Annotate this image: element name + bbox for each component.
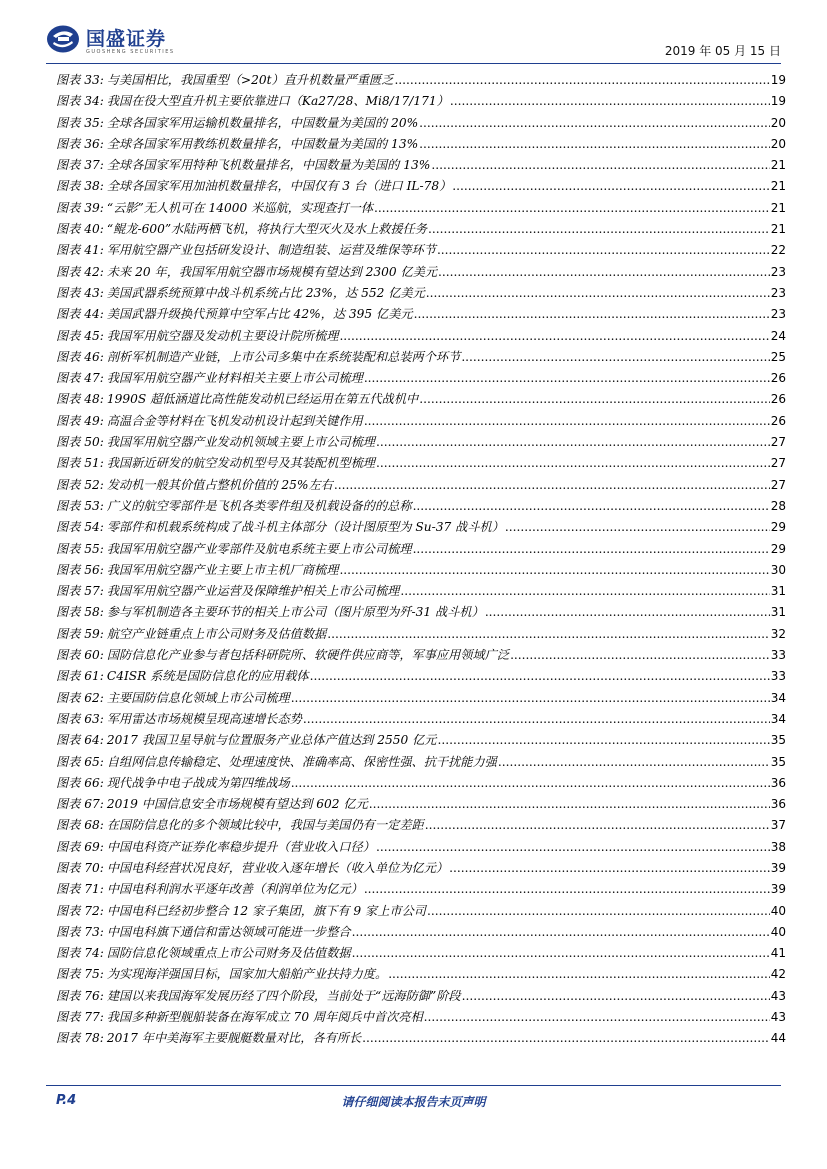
toc-entry[interactable]: [56, 539, 786, 560]
toc-entry-label: 图表 43:: [56, 285, 104, 300]
toc-entry[interactable]: [56, 773, 786, 794]
toc-entry[interactable]: [56, 709, 786, 730]
toc-entry-page: 38: [770, 839, 786, 854]
toc-entry-label: 图表 55:: [56, 541, 104, 556]
toc-entry-title: 国防信息化领域重点上市公司财务及估值数据: [106, 946, 351, 961]
toc-entry-label: 图表 37:: [56, 158, 104, 173]
toc-entry-page: 31: [770, 584, 786, 599]
toc-entry-page: 40: [770, 903, 786, 918]
toc-entry[interactable]: [56, 986, 786, 1007]
toc-entry-page: 25: [770, 349, 786, 364]
toc-entry-title: 我国军用航空器产业零部件及航电系统主要上市公司梳理: [106, 541, 412, 556]
toc-leader-dots: [339, 560, 769, 581]
toc-leader-dots: [352, 922, 770, 943]
toc-entry-page: 21: [770, 158, 786, 173]
toc-leader-dots: [374, 198, 770, 219]
toc-entry-label: 图表 77:: [56, 1010, 104, 1025]
toc-entry[interactable]: [56, 837, 786, 858]
toc-entry-page: 44: [770, 1031, 786, 1046]
toc-entry-page: 31: [770, 605, 786, 620]
toc-entry-title: 中国电科已经初步整合 12 家子集团，旗下有 9 家上市公司: [106, 903, 426, 918]
toc-entry-label: 图表 51:: [56, 456, 104, 471]
toc-entry-page: 28: [770, 498, 786, 513]
toc-entry-title: 我国军用航空器及发动机主要设计院所梳理: [106, 328, 339, 343]
toc-leader-dots: [291, 688, 770, 709]
toc-entry-title: “鲲龙-600”水陆两栖飞机，将执行大型灭火及水上救援任务: [106, 222, 428, 237]
toc-entry[interactable]: [56, 176, 786, 197]
toc-entry-label: 图表 35:: [56, 115, 104, 130]
report-date: 2019 年 05 月 15 日: [664, 44, 781, 58]
toc-entry-page: 39: [770, 860, 786, 875]
toc-leader-dots: [510, 645, 770, 666]
toc-entry-title: 国防信息化产业参与者包括科研院所、软硬件供应商等，军事应用领域广泛: [106, 648, 510, 663]
toc-entry-title: 为实现海洋强国目标，国家加大船舶产业扶持力度。: [106, 967, 388, 982]
toc-entry[interactable]: [56, 411, 786, 432]
toc-leader-dots: [362, 1028, 770, 1049]
toc-leader-dots: [376, 837, 770, 858]
toc-entry-page: 42: [770, 967, 786, 982]
toc-leader-dots: [388, 964, 770, 985]
toc-entry-title: 广义的航空零部件是飞机各类零件组及机载设备的的总称: [106, 498, 412, 513]
toc-entry-title: 航空产业链重点上市公司财务及估值数据: [106, 626, 327, 641]
toc-leader-dots: [427, 901, 770, 922]
toc-entry-title: 美国武器升级换代预算中空军占比 42%，达 395 亿美元: [106, 307, 413, 322]
toc-entry[interactable]: [56, 794, 786, 815]
toc-leader-dots: [352, 943, 770, 964]
toc-leader-dots: [334, 475, 770, 496]
toc-entry-label: 图表 33:: [56, 73, 104, 87]
toc-entry-label: 图表 49:: [56, 413, 104, 428]
toc-entry-page: 21: [770, 222, 786, 237]
toc-entry[interactable]: [56, 645, 786, 666]
toc-entry-page: 43: [770, 1010, 786, 1025]
toc-leader-dots: [425, 815, 770, 836]
toc-entry[interactable]: [56, 1007, 786, 1028]
toc-entry-label: 图表 61:: [56, 669, 104, 684]
toc-entry-page: 34: [770, 711, 786, 726]
toc-leader-dots: [428, 219, 770, 240]
toc-entry-label: 图表 78:: [56, 1031, 104, 1046]
toc-entry[interactable]: [56, 688, 786, 709]
toc-entry-title: 中国电科资产证券化率稳步提升（营业收入口径）: [106, 839, 375, 854]
toc-entry[interactable]: [56, 113, 786, 134]
toc-entry-title: C4ISR 系统是国防信息化的应用载体: [106, 669, 309, 684]
toc-entry-title: 我国军用航空器产业材料相关主要上市公司梳理: [106, 371, 363, 386]
toc-leader-dots: [339, 326, 769, 347]
toc-entry[interactable]: [56, 964, 786, 985]
toc-entry[interactable]: [56, 70, 786, 91]
toc-entry-page: 20: [770, 115, 786, 130]
toc-leader-dots: [413, 539, 770, 560]
toc-leader-dots: [505, 517, 770, 538]
toc-entry-label: 图表 56:: [56, 562, 104, 577]
toc-entry-page: 20: [770, 136, 786, 151]
toc-leader-dots: [364, 879, 770, 900]
toc-entry-label: 图表 68:: [56, 818, 104, 833]
toc-entry-label: 图表 50:: [56, 435, 104, 450]
toc-leader-dots: [413, 496, 770, 517]
toc-leader-dots: [369, 794, 770, 815]
toc-entry-label: 图表 60:: [56, 648, 104, 663]
toc-entry-label: 图表 67:: [56, 797, 104, 812]
toc-entry[interactable]: [56, 602, 786, 623]
toc-leader-dots: [498, 752, 770, 773]
toc-entry-label: 图表 53:: [56, 498, 104, 513]
toc-entry-title: 我国新近研发的航空发动机型号及其装配机型梳理: [106, 456, 375, 471]
toc-leader-dots: [426, 283, 770, 304]
toc-entry-page: 36: [770, 775, 786, 790]
toc-entry-title: “云影”无人机可在 14000 米巡航，实现查打一体: [106, 200, 374, 215]
toc-entry[interactable]: [56, 581, 786, 602]
toc-entry-page: 23: [770, 285, 786, 300]
page-number: P.4: [56, 1093, 77, 1108]
toc-entry-label: 图表 57:: [56, 584, 104, 599]
toc-entry-title: 自组网信息传输稳定、处理速度快、准确率高、保密性强、抗干扰能力强: [106, 754, 497, 769]
toc-entry[interactable]: [56, 368, 786, 389]
toc-entry-title: 全球各国家军用加油机数量排名，中国仅有 3 台（进口 IL-78）: [106, 179, 452, 194]
toc-leader-dots: [431, 155, 769, 176]
toc-entry-title: 军用雷达市场规模呈现高速增长态势: [106, 711, 302, 726]
toc-entry[interactable]: [56, 943, 786, 964]
toc-entry-page: 29: [770, 541, 786, 556]
toc-entry-title: 剖析军机制造产业链，上市公司多集中在系统装配和总装两个环节: [106, 349, 461, 364]
toc-leader-dots: [291, 773, 770, 794]
toc-entry[interactable]: [56, 432, 786, 453]
toc-entry-page: 26: [770, 413, 786, 428]
toc-entry-page: 26: [770, 371, 786, 386]
toc-entry-page: 27: [770, 435, 786, 450]
toc-entry-label: 图表 34:: [56, 94, 104, 109]
toc-entry[interactable]: [56, 858, 786, 879]
toc-entry-label: 图表 38:: [56, 179, 104, 194]
toc-entry-label: 图表 46:: [56, 349, 104, 364]
company-name-en: GUOSHENG SECURITIES: [86, 49, 175, 55]
toc-leader-dots: [400, 581, 769, 602]
toc-leader-dots: [414, 304, 770, 325]
toc-entry-title: 我国军用航空器产业主要上市主机厂商梳理: [106, 562, 339, 577]
toc-entry-label: 图表 74:: [56, 946, 104, 961]
toc-entry-title: 全球各国家军用运输机数量排名，中国数量为美国的 20%: [106, 115, 419, 130]
page-header: [46, 22, 781, 62]
toc-entry-label: 图表 52:: [56, 477, 104, 492]
toc-entry-title: 全球各国家军用特种飞机数量排名，中国数量为美国的 13%: [106, 158, 431, 173]
toc-entry-label: 图表 58:: [56, 605, 104, 620]
toc-leader-dots: [485, 602, 770, 623]
toc-entry-title: 我国军用航空器产业发动机领域主要上市公司梳理: [106, 435, 375, 450]
toc-entry-label: 图表 72:: [56, 903, 104, 918]
toc-entry[interactable]: [56, 666, 786, 687]
toc-entry[interactable]: [56, 198, 786, 219]
toc-entry-page: 37: [770, 818, 786, 833]
toc-leader-dots: [310, 666, 770, 687]
toc-entry[interactable]: [56, 879, 786, 900]
toc-entry[interactable]: [56, 91, 786, 112]
toc-entry-page: 23: [770, 264, 786, 279]
toc-entry-label: 图表 62:: [56, 690, 104, 705]
toc-entry[interactable]: [56, 219, 786, 240]
toc-entry-page: 40: [770, 924, 786, 939]
toc-entry[interactable]: [56, 453, 786, 474]
toc-entry-label: 图表 47:: [56, 371, 104, 386]
toc-entry-label: 图表 70:: [56, 860, 104, 875]
toc-entry-page: 19: [770, 73, 786, 87]
toc-entry-label: 图表 69:: [56, 839, 104, 854]
toc-entry-page: 21: [770, 179, 786, 194]
toc-leader-dots: [327, 624, 769, 645]
toc-entry-page: 29: [770, 520, 786, 535]
toc-entry-page: 23: [770, 307, 786, 322]
toc-leader-dots: [437, 730, 769, 751]
toc-entry-title: 我国军用航空器产业运营及保障维护相关上市公司梳理: [106, 584, 400, 599]
toc-entry-title: 军用航空器产业包括研发设计、制造组装、运营及维保等环节: [106, 243, 436, 258]
toc-entry[interactable]: [56, 134, 786, 155]
toc-entry-title: 1990S 超低涵道比高性能发动机已经运用在第五代战机中: [106, 392, 419, 407]
toc-leader-dots: [419, 113, 770, 134]
toc-leader-dots: [452, 176, 769, 197]
toc-leader-dots: [450, 91, 770, 112]
toc-entry-page: 35: [770, 754, 786, 769]
toc-entry-title: 零部件和机载系统构成了战斗机主体部分（设计图原型为 Su-37 战斗机）: [106, 520, 504, 535]
toc-entry[interactable]: [56, 389, 786, 410]
toc-entry-title: 中国电科利润水平逐年改善（利润单位为亿元）: [106, 882, 363, 897]
toc-entry-title: 2017 年中美海军主要舰艇数量对比，各有所长: [106, 1031, 362, 1046]
toc-entry-page: 21: [770, 200, 786, 215]
toc-entry-title: 2017 我国卫星导航与位置服务产业总体产值达到 2550 亿元: [106, 733, 437, 748]
toc-entry-page: 34: [770, 690, 786, 705]
toc-entry[interactable]: [56, 155, 786, 176]
toc-leader-dots: [449, 858, 770, 879]
toc-entry-page: 32: [770, 626, 786, 641]
toc-entry-page: 19: [770, 94, 786, 109]
toc-entry-page: 27: [770, 477, 786, 492]
toc-entry-label: 图表 48:: [56, 392, 104, 407]
toc-entry[interactable]: [56, 347, 786, 368]
toc-leader-dots: [461, 347, 769, 368]
toc-leader-dots: [424, 1007, 770, 1028]
toc-leader-dots: [376, 453, 770, 474]
toc-leader-dots: [303, 709, 770, 730]
toc-entry[interactable]: [56, 496, 786, 517]
guosheng-logo-icon: [46, 24, 80, 54]
toc-entry-page: 41: [770, 946, 786, 961]
toc-entry[interactable]: [56, 815, 786, 836]
toc-entry-label: 图表 59:: [56, 626, 104, 641]
toc-leader-dots: [376, 432, 770, 453]
toc-entry-page: 30: [770, 562, 786, 577]
toc-entry-label: 图表 36:: [56, 136, 104, 151]
company-name: 国盛证券: [86, 28, 167, 50]
disclaimer-note: 请仔细阅读本报告末页声明: [341, 1095, 486, 1109]
toc-entry[interactable]: [56, 922, 786, 943]
toc-entry-title: 建国以来我国海军发展历经了四个阶段，当前处于“远海防御”阶段: [106, 988, 461, 1003]
toc-entry-page: 43: [770, 988, 786, 1003]
toc-entry-title: 发动机一般其价值占整机价值的 25%左右: [106, 477, 333, 492]
toc-entry-page: 26: [770, 392, 786, 407]
toc-entry-title: 现代战争中电子战成为第四维战场: [106, 775, 290, 790]
toc-entry-page: 39: [770, 882, 786, 897]
footer-divider: [46, 1085, 781, 1086]
toc-entry[interactable]: [56, 304, 786, 325]
toc-entry-title: 中国电科旗下通信和雷达领域可能进一步整合: [106, 924, 351, 939]
toc-entry-label: 图表 54:: [56, 520, 104, 535]
toc-entry-label: 图表 64:: [56, 733, 104, 748]
toc-entry-title: 参与军机制造各主要环节的相关上市公司（图片原型为歼-31 战斗机）: [106, 605, 484, 620]
toc-entry-label: 图表 73:: [56, 924, 104, 939]
header-divider: [46, 63, 781, 64]
toc-entry-page: 35: [770, 733, 786, 748]
toc-entry-label: 图表 75:: [56, 967, 104, 982]
toc-entry-title: 主要国防信息化领域上市公司梳理: [106, 690, 290, 705]
toc-entry-label: 图表 39:: [56, 200, 104, 215]
toc-entry[interactable]: [56, 901, 786, 922]
toc-entry-label: 图表 45:: [56, 328, 104, 343]
toc-entry[interactable]: [56, 475, 786, 496]
toc-entry-label: 图表 66:: [56, 775, 104, 790]
toc-entry-page: 24: [770, 328, 786, 343]
toc-entry-label: 图表 76:: [56, 988, 104, 1003]
toc-entry-page: 33: [770, 648, 786, 663]
toc-entry[interactable]: [56, 240, 786, 261]
toc-leader-dots: [462, 986, 770, 1007]
toc-entry-page: 22: [770, 243, 786, 258]
toc-entry-title: 我国多种新型舰船装备在海军成立 70 周年阅兵中首次亮相: [106, 1010, 423, 1025]
toc-entry[interactable]: [56, 624, 786, 645]
toc-entry-label: 图表 63:: [56, 711, 104, 726]
toc-leader-dots: [394, 70, 769, 91]
toc-entry-title: 在国防信息化的多个领域比较中，我国与美国仍有一定差距: [106, 818, 424, 833]
figure-index: [56, 70, 786, 1050]
toc-entry[interactable]: [56, 730, 786, 751]
toc-leader-dots: [437, 240, 770, 261]
toc-entry-page: 27: [770, 456, 786, 471]
toc-entry-label: 图表 65:: [56, 754, 104, 769]
toc-entry-page: 36: [770, 797, 786, 812]
toc-entry-title: 全球各国家军用教练机数量排名，中国数量为美国的 13%: [106, 136, 419, 151]
toc-entry-label: 图表 41:: [56, 243, 104, 258]
toc-leader-dots: [419, 134, 770, 155]
toc-entry[interactable]: [56, 283, 786, 304]
toc-leader-dots: [364, 368, 770, 389]
toc-entry-label: 图表 40:: [56, 222, 104, 237]
toc-entry-title: 与美国相比，我国重型（>20t）直升机数量严重匮乏: [106, 73, 394, 87]
toc-leader-dots: [438, 262, 770, 283]
toc-entry-label: 图表 44:: [56, 307, 104, 322]
toc-entry-title: 未来 20 年，我国军用航空器市场规模有望达到 2300 亿美元: [106, 264, 438, 279]
toc-entry-title: 2019 中国信息安全市场规模有望达到 602 亿元: [106, 797, 368, 812]
toc-entry[interactable]: [56, 560, 786, 581]
toc-entry-label: 图表 42:: [56, 264, 104, 279]
toc-entry-page: 33: [770, 669, 786, 684]
toc-leader-dots: [364, 411, 770, 432]
toc-entry[interactable]: [56, 326, 786, 347]
toc-entry-title: 我国在役大型直升机主要依靠进口（Ka27/28、Mi8/17/171）: [106, 94, 449, 109]
toc-leader-dots: [419, 389, 769, 410]
toc-entry-title: 高温合金等材料在飞机发动机设计起到关键作用: [106, 413, 363, 428]
toc-entry-title: 美国武器系统预算中战斗机系统占比 23%，达 552 亿美元: [106, 285, 425, 300]
toc-entry-label: 图表 71:: [56, 882, 104, 897]
toc-entry[interactable]: [56, 752, 786, 773]
toc-entry-title: 中国电科经营状况良好，营业收入逐年增长（收入单位为亿元）: [106, 860, 449, 875]
toc-entry[interactable]: [56, 1028, 786, 1049]
toc-entry[interactable]: [56, 262, 786, 283]
toc-entry[interactable]: [56, 517, 786, 538]
